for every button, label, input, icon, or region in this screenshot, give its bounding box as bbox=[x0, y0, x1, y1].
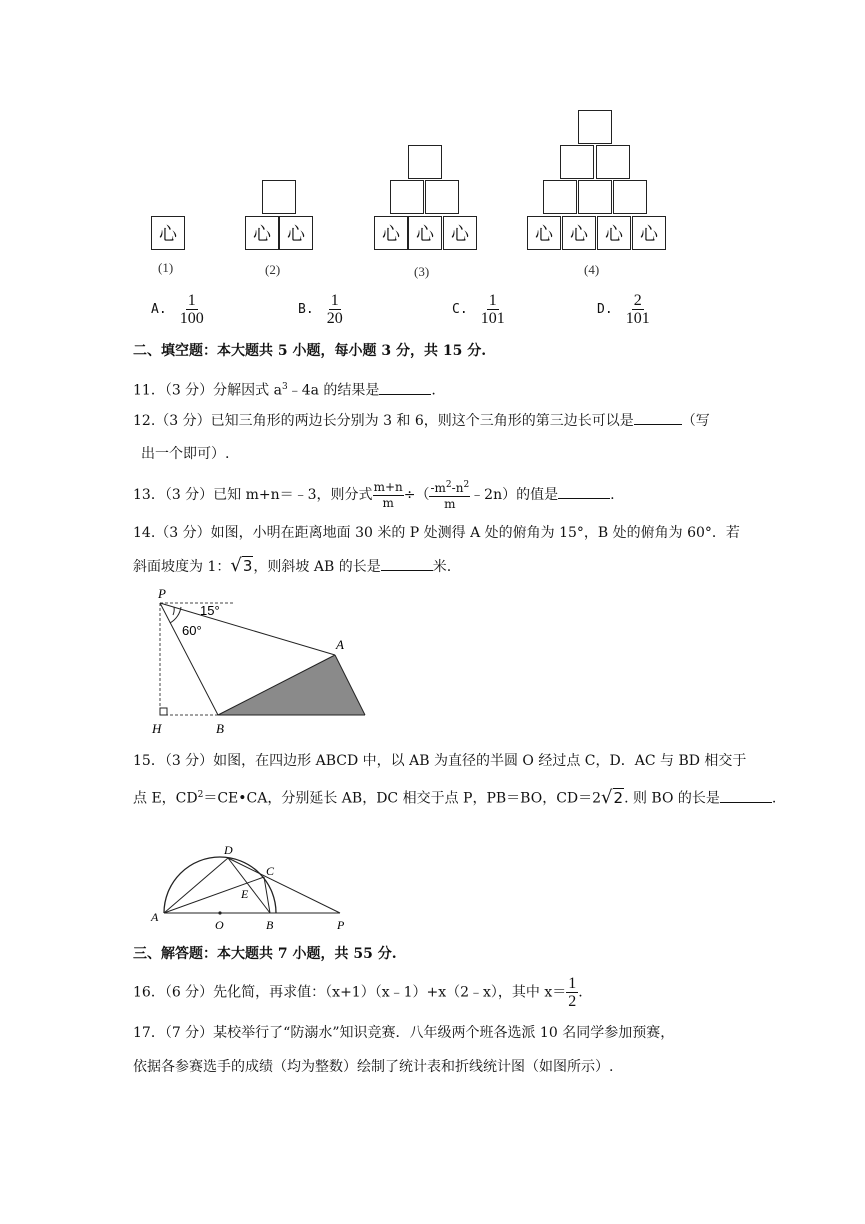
figure-caption: (1) bbox=[158, 260, 174, 275]
figure-caption: (2) bbox=[265, 262, 281, 277]
pattern-cell: 心 bbox=[443, 216, 477, 250]
fraction: $\frac{-m^2-n^2}{m}$ bbox=[430, 480, 470, 511]
label-a: A bbox=[336, 637, 344, 652]
question-17-cont: 依据各参赛选手的成绩（均为整数）绘制了统计表和折线统计图（如图所示）. bbox=[133, 1059, 614, 1075]
figure-14 bbox=[140, 585, 380, 740]
question-16: 16．（6 分）先化简，再求值：（x+1）（x﹣1）+x（2﹣x），其中 x＝ $\frac{1}{2}$ . bbox=[133, 975, 583, 1010]
option-fraction: $\frac{1}{100}$ bbox=[179, 292, 204, 327]
question-11: 11．（3 分）分解因式 $a^3﹣4a$ 的结果是 . bbox=[133, 377, 436, 401]
line-bd bbox=[228, 858, 270, 913]
angle-arc bbox=[173, 607, 174, 615]
fraction: $\frac{1}{2}$ bbox=[568, 975, 577, 1010]
option-d: D. $\frac{2}{101}$ bbox=[597, 292, 650, 327]
line-ac bbox=[164, 877, 264, 913]
label-e: E bbox=[241, 887, 249, 901]
label-h: H bbox=[152, 721, 162, 736]
pattern-cell: 心 bbox=[245, 216, 279, 250]
pattern-cell: 心 bbox=[374, 216, 408, 250]
slope-shading bbox=[218, 655, 365, 715]
question-13: 13．（3 分）已知 m+n＝﹣3，则分式 $\frac{m+n}{m}$ ÷（ $\frac{-m^2-n^2}{m}$ ﹣2n）的值是 . bbox=[133, 479, 615, 511]
sightline-b bbox=[160, 603, 218, 715]
answer-blank[interactable] bbox=[379, 380, 431, 395]
figure-caption: (3) bbox=[414, 264, 430, 279]
angle-arc bbox=[170, 607, 181, 623]
option-fraction: $\frac{2}{101}$ bbox=[625, 292, 650, 327]
pattern-cell bbox=[425, 180, 459, 214]
section-title: 三、解答题：本大题共 7 小题，共 55 分. bbox=[133, 946, 397, 962]
answer-blank[interactable] bbox=[558, 484, 610, 499]
pattern-cell: 心 bbox=[527, 216, 561, 250]
label-p: P bbox=[158, 586, 166, 601]
question-15-cont: 点 E，$CD^2=CE•CA$，分别延长 AB，DC 相交于点 P，PB＝BO，CD＝2√2. 则 BO 的长是 . bbox=[133, 786, 777, 808]
question-12-cont: 出一个即可）. bbox=[141, 446, 230, 462]
line-ad bbox=[164, 858, 228, 913]
label-p: P bbox=[337, 918, 345, 932]
question-15: 15．（3 分）如图，在四边形 ABCD 中，以 AB 为直径的半圆 O 经过点 C，D．AC 与 BD 相交于 bbox=[133, 753, 747, 769]
option-fraction: $\frac{1}{101}$ bbox=[480, 292, 505, 327]
label-a: A bbox=[151, 910, 159, 924]
fraction: $\frac{m+n}{m}$ bbox=[373, 479, 403, 510]
label-c: C bbox=[266, 864, 275, 878]
pattern-cell: 心 bbox=[151, 216, 185, 250]
option-a: A. $\frac{1}{100}$ bbox=[151, 292, 204, 327]
question-17: 17．（7 分）某校举行了“防溺水”知识竞赛．八年级两个班各选派 10 名同学参加预赛， bbox=[133, 1025, 675, 1041]
label-d: D bbox=[224, 843, 233, 857]
angle-label: 60° bbox=[182, 623, 202, 638]
pattern-cell: 心 bbox=[632, 216, 666, 250]
pattern-cell bbox=[613, 180, 647, 214]
pattern-cell bbox=[596, 145, 630, 179]
answer-blank[interactable] bbox=[381, 556, 433, 571]
pattern-cell bbox=[408, 145, 442, 179]
pattern-cell bbox=[578, 110, 612, 144]
pattern-cell bbox=[578, 180, 612, 214]
pattern-cell bbox=[543, 180, 577, 214]
label-b: B bbox=[266, 918, 274, 932]
pattern-cell bbox=[262, 180, 296, 214]
line-dp bbox=[228, 858, 340, 913]
option-c: C. $\frac{1}{101}$ bbox=[452, 292, 505, 327]
pattern-cell: 心 bbox=[279, 216, 313, 250]
question-14-cont: 斜面坡度为 1：√3，则斜坡 AB 的长是 米. bbox=[133, 555, 452, 576]
figure-15 bbox=[148, 835, 363, 935]
pattern-cell: 心 bbox=[562, 216, 596, 250]
pattern-cell: 心 bbox=[597, 216, 631, 250]
answer-blank[interactable] bbox=[634, 410, 682, 425]
pattern-cell bbox=[560, 145, 594, 179]
label-o: O bbox=[215, 918, 224, 932]
right-angle-mark bbox=[160, 708, 167, 715]
sqrt-expression: √2 bbox=[601, 786, 624, 808]
pattern-cell bbox=[390, 180, 424, 214]
section-title: 二、填空题：本大题共 5 小题，每小题 3 分，共 15 分. bbox=[133, 343, 487, 359]
question-14: 14.（3 分）如图，小明在距离地面 30 米的 P 处测得 A 处的俯角为 15°，B 处的俯角为 60°．若 bbox=[133, 525, 740, 541]
option-b: B. $\frac{1}{20}$ bbox=[298, 292, 343, 327]
question-12: 12.（3 分）已知三角形的两边长分别为 3 和 6，则这个三角形的第三边长可以是 （写 bbox=[133, 410, 710, 431]
option-fraction: $\frac{1}{20}$ bbox=[326, 292, 343, 327]
center-point bbox=[218, 911, 221, 914]
sqrt-expression: √3 bbox=[230, 555, 253, 576]
figure-caption: (4) bbox=[584, 262, 600, 277]
pattern-cell: 心 bbox=[408, 216, 442, 250]
angle-label: 15° bbox=[200, 603, 220, 618]
label-b: B bbox=[216, 721, 224, 736]
answer-blank[interactable] bbox=[720, 788, 772, 803]
